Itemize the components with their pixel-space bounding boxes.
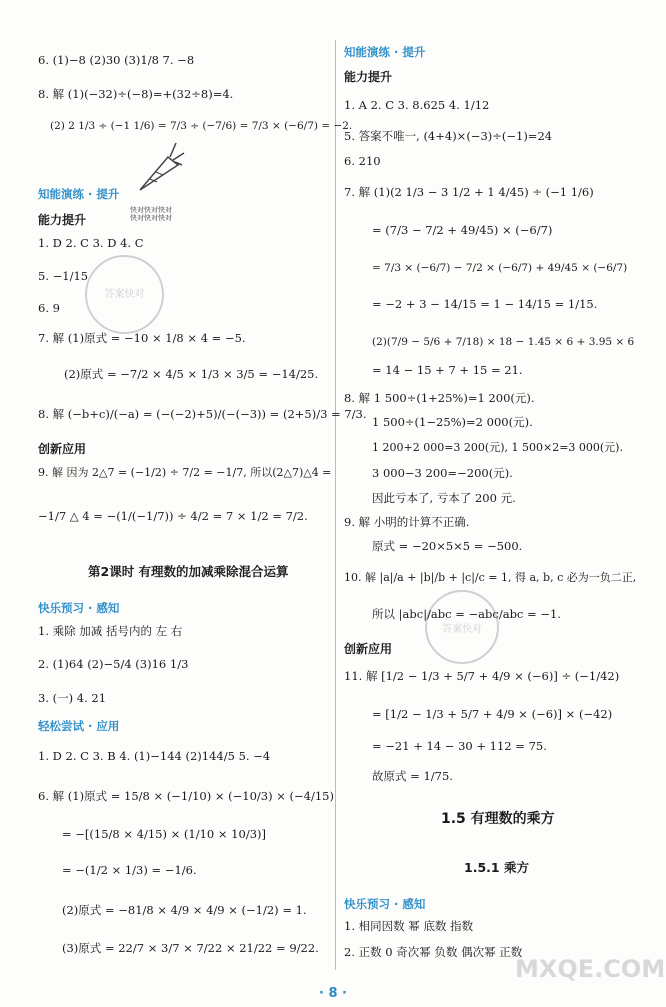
answer-line: 1 500÷(1−25%)=2 000(元). (372, 415, 533, 429)
section-heading: 轻松尝试 · 应用 (38, 719, 120, 733)
answer-line: 5. 答案不唯一, (4+4)×(−3)÷(−1)=24 (344, 129, 553, 143)
answer-line: 1. 乘除 加减 括号内的 左 右 (38, 624, 183, 638)
section-heading: 快乐预习 · 感知 (38, 601, 120, 615)
answer-line: 因此亏本了, 亏本了 200 元. (372, 491, 516, 505)
answer-line: 1. A 2. C 3. 8.625 4. 1/12 (344, 98, 490, 112)
lesson-title: 1.5.1 乘方 (464, 860, 529, 875)
answer-line: = −2 + 3 − 14/15 = 1 − 14/15 = 1/15. (372, 297, 598, 311)
answer-line: −1/7 △ 4 = −(1/(−1/7)) ÷ 4/2 = 7 × 1/2 = 7/2. (38, 509, 308, 523)
answer-line: 7. 解 (1)原式 = −10 × 1/8 × 4 = −5. (38, 331, 246, 345)
answer-line: = 14 − 15 + 7 + 15 = 21. (372, 363, 523, 377)
answer-line: 9. 解 因为 2△7 = (−1/2) ÷ 7/2 = −1/7, 所以(2△7)△4 = (38, 466, 332, 479)
answer-line: 6. (1)−8 (2)30 (3)1/8 7. −8 (38, 53, 195, 67)
subsection-heading: 创新应用 (344, 642, 393, 656)
stamp-right: 答案快对 (425, 590, 499, 664)
section-heading: 知能演练 · 提升 (344, 45, 426, 59)
answer-line: 6. 9 (38, 301, 60, 315)
answer-line: 8. 解 (−b+c)/(−a) = (−(−2)+5)/(−(−3)) = (2+5)/3 = 7/3. (38, 407, 367, 421)
answer-line: 原式 = −20×5×5 = −500. (372, 539, 523, 553)
subsection-heading: 创新应用 (38, 442, 87, 456)
answer-line: (3)原式 = 22/7 × 3/7 × 7/22 × 21/22 = 9/22. (62, 941, 319, 955)
subsection-heading: 能力提升 (38, 213, 87, 227)
page-number: · 8 · (319, 986, 347, 1001)
chapter-title: 1.5 有理数的乘方 (441, 811, 555, 827)
answer-line: 3. (一) 4. 21 (38, 691, 107, 705)
answer-line: 1 200+2 000=3 200(元), 1 500×2=3 000(元). (372, 441, 623, 454)
subsection-heading: 能力提升 (344, 70, 393, 84)
answer-line: 11. 解 [1/2 − 1/3 + 5/7 + 4/9 × (−6)] ÷ (−1/42) (344, 669, 620, 683)
answer-line: = 7/3 × (−6/7) − 7/2 × (−6/7) + 49/45 × (−6/7) (372, 262, 628, 274)
answer-line: 7. 解 (1)(2 1/3 − 3 1/2 + 1 4/45) ÷ (−1 1/6) (344, 185, 594, 199)
section-heading: 知能演练 · 提升 (38, 187, 120, 201)
answer-line: 8. 解 1 500÷(1+25%)=1 200(元). (344, 391, 535, 405)
carrot-icon (130, 135, 185, 195)
answer-line: 故原式 = 1/75. (372, 769, 453, 783)
stamp-left: 答案快对 (85, 255, 164, 334)
answer-line: (2)原式 = −81/8 × 4/9 × 4/9 × (−1/2) = 1. (62, 903, 307, 917)
answer-line: 所以 |abc|/abc = −abc/abc = −1. (372, 607, 561, 621)
answer-line: = (7/3 − 7/2 + 49/45) × (−6/7) (372, 223, 553, 237)
answer-line: 6. 210 (344, 154, 381, 168)
answer-line: 6. 解 (1)原式 = 15/8 × (−1/10) × (−10/3) × (−4/15) (38, 789, 334, 803)
answer-line: 2. (1)64 (2)−5/4 (3)16 1/3 (38, 657, 189, 671)
doodle-note: 快对快对快对 快对快对快对 (130, 206, 172, 222)
answer-line: 1. D 2. C 3. B 4. (1)−144 (2)144/5 5. −4 (38, 749, 271, 763)
answer-line: (2)(7/9 − 5/6 + 7/18) × 18 − 1.45 × 6 + 3.95 × 6 (372, 336, 635, 348)
answer-line: = −21 + 14 − 30 + 112 = 75. (372, 739, 547, 753)
answer-line: 5. −1/15 (38, 269, 89, 283)
answer-line: 8. 解 (1)(−32)÷(−8)=+(32÷8)=4. (38, 87, 234, 101)
answer-line: = −[(15/8 × 4/15) × (1/10 × 10/3)] (62, 827, 266, 841)
answer-line: 9. 解 小明的计算不正确. (344, 515, 470, 529)
answer-line: (2)原式 = −7/2 × 4/5 × 1/3 × 3/5 = −14/25. (64, 367, 319, 381)
answer-line: 3 000−3 200=−200(元). (372, 466, 513, 480)
section-heading: 快乐预习 · 感知 (344, 897, 426, 911)
column-divider (335, 40, 336, 970)
answer-line: 1. 相同因数 幂 底数 指数 (344, 919, 474, 933)
lesson-title: 第2课时 有理数的加减乘除混合运算 (88, 564, 289, 579)
answer-line: = −(1/2 × 1/3) = −1/6. (62, 863, 197, 877)
answer-line: 10. 解 |a|/a + |b|/b + |c|/c = 1, 得 a, b, c 必为一负二正, (344, 571, 637, 584)
watermark-text: MXQE.COM (515, 955, 666, 983)
answer-line: = [1/2 − 1/3 + 5/7 + 4/9 × (−6)] × (−42) (372, 707, 613, 721)
answer-line: 1. D 2. C 3. D 4. C (38, 236, 144, 250)
answer-line: 2. 正数 0 奇次幂 负数 偶次幂 正数 (344, 945, 523, 959)
answer-line: (2) 2 1/3 ÷ (−1 1/6) = 7/3 ÷ (−7/6) = 7/3 × (−6/7) = −2. (50, 120, 353, 132)
